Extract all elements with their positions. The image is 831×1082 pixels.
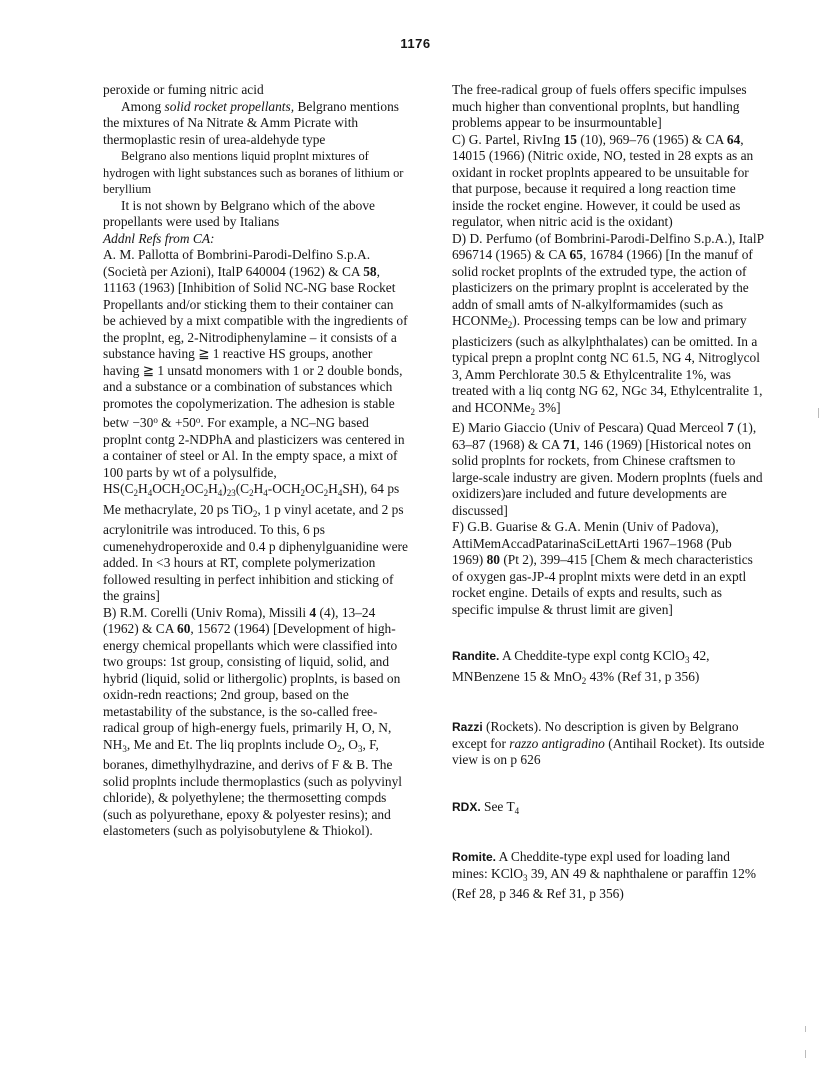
reference-b: B) R.M. Corelli (Univ Roma), Missili 4 (4), 13–24 (1962) & CA 60, 15672 (1964) [Development of high-energy chemical propellants which were classified into two groups: 1st group, consisting of liquid, solid, and hybrid (liquid, solid or lithergolic) proplnts, is based on oxidn-redn reactions; 2nd group, based on the metastability of the substance, is the so-called free-radical group of high-energy fuels, primarily H, O, N, $NH_3$, Me and Et. The liq proplnts include $O_2$, $O_3$, F, boranes, dimethylhydrazine, and derivs of F & B. The solid proplnts include thermoplastics (such as polyvinyl chloride), & polyethylene; the thermosetting compds (such as polyurethane, epoxy & polyester resins); and elastometers (such as polyisobutylene & Thiokol). <box>103 604 403 838</box>
entry-randite: Randite. A Cheddite-type expl contg KClO$_3$ 42, MNBenzene 15 & MnO$_2$ 43% (Ref 31, p 356) <box>452 648 710 686</box>
paragraph-peroxide: peroxide or fuming nitric acid <box>103 82 264 97</box>
reference-c: C) G. Partel, RivIng 15 (10), 969–76 (1965) & CA 64, 14015 (1966) (Nitric oxide, NO, tested in 28 expts as an oxidant in rocket proplnts appeared to be unsuitable for that purpose, because it required a long reaction time inside the rocket engine. However, it could be used as regulator, when nitric acid is the oxidant) <box>452 131 754 229</box>
entry-heading-razzi: Razzi <box>452 720 483 734</box>
paragraph-liquid-propellants: Belgrano also mentions liquid proplnt mixtures of hydrogen with light substances such as boranes of lithium or beryllium <box>103 149 404 196</box>
entry-rdx: RDX. See $T_4$ <box>452 798 520 816</box>
section-heading-addnl-refs: Addnl Refs from CA: <box>103 230 215 246</box>
paragraph-solid-propellants: Among solid rocket propellants, Belgrano mentions the mixtures of Na Nitrate & Amm Picrate with thermoplastic resin of urea-aldehyde type <box>103 98 399 147</box>
entry-heading-rdx: RDX. <box>452 799 481 814</box>
scan-mark <box>805 1026 806 1032</box>
entry-heading-randite: Randite. <box>452 649 500 663</box>
reference-a: A. M. Pallotta of Bombrini-Parodi-Delfino S.p.A. (Società per Azioni), ItalP 640004 (1962) & CA 58, 11163 (1963) [Inhibition of Solid NC-NG base Rocket Propellants and/or sticking them to their container can be achieved by a mixt compatible with the ingredients of the proplnt, eg, 2-Nitrodiphenylamine – it consists of a substance having ≧ 1 reactive HS groups, another having ≧ 1 unsatd monomers with 1 or 2 double bonds, and a substance or a combination of substances which promotes the copolymerization. The adhesion is stable betw $-30^o$ & $+50^o$. For example, a NC–NG based proplnt contg 2-NDPhA and plasticizers was centered in a container of steel or Al. In the empty space, a mixt of 100 parts by wt of a polysulfide, $HS(C_2H_4OCH_2OC_2H_4)_{23}(C_2H_4-OCH_2OC_2H_4SH)$, 64 ps Me methacrylate, 20 ps TiO$_2$, 1 p vinyl acetate, and 2 ps acrylonitrile was introduced. To this, 6 ps cumenehydroperoxide and 0.4 p diphenylguanidine were added. In <3 hours at RT, complete polymerization followed resulting in perfect inhibition and sticking of the grains] <box>103 247 408 603</box>
paragraph-free-radical: The free-radical group of fuels offers specific impulses much higher than conventional proplnts, but handling problems appear to be insurmountable] <box>452 82 747 130</box>
reference-d: D) D. Perfumo (of Bombrini-Parodi-Delfino S.p.A.), ItalP 696714 (1965) & CA 65, 16784 (1966) [In the manuf of solid rocket proplnts of the extruded type, the action of plasticizers on the primary proplnt is accelerated by the addn of small amts of N-alkylformamides (such as HCONMe$_2$). Processing temps can be low and primary plasticizers (such as alkylphthalates) can be omitted. In a typical prepn a proplnt contg NC 61.5, NG 4, Nitroglycol 3, Amm Perchlorate 30.5 & Ethylcentralite 1%, was treated with a liq contg NG 62, NGc 34, Ethylcentralite 1, and HCONMe$_2$ 3%] <box>452 230 764 417</box>
entry-razzi: Razzi (Rockets). No description is given by Belgrano except for razzo antigradino (Antihail Rocket). Its outside view is on p 626 <box>452 719 765 767</box>
page-number: 1176 <box>400 36 431 51</box>
reference-e: E) Mario Giaccio (Univ of Pescara) Quad Merceol 7 (1), 63–87 (1968) & CA 71, 146 (1969) [Historical notes on solid proplnts for rockets, from Chinese craftsmen to large-scale industry are given. Modern proplnts (fuels and oxidizers)are included and future developments are discussed] <box>452 420 763 518</box>
right-column <box>452 82 766 903</box>
reference-f: F) G.B. Guarise & G.A. Menin (Univ of Padova), AttiMemAccadPatarinaSciLettArti 1967–1968 (Pub 1969) 80 (Pt 2), 399–415 [Chem & mech characteristics of oxygen gas-JP-4 proplnt mixts were detd in an exptl rocket engine. Details of expts and results, such as specific impulse & thrust limit are given] <box>452 519 753 617</box>
entry-romite: Romite. A Cheddite-type expl used for loading land mines: KClO$_3$ 39, AN 49 & naphthalene or paraffin 12% (Ref 28, p 346 & Ref 31, p 356) <box>452 849 756 901</box>
scan-mark <box>805 1050 806 1058</box>
left-column <box>103 82 409 840</box>
paragraph-italians: It is not shown by Belgrano which of the above propellants were used by Italians <box>103 197 376 229</box>
italic-term: solid rocket propellants, <box>164 98 295 114</box>
entry-heading-romite: Romite. <box>452 850 497 864</box>
scan-mark <box>818 408 819 418</box>
